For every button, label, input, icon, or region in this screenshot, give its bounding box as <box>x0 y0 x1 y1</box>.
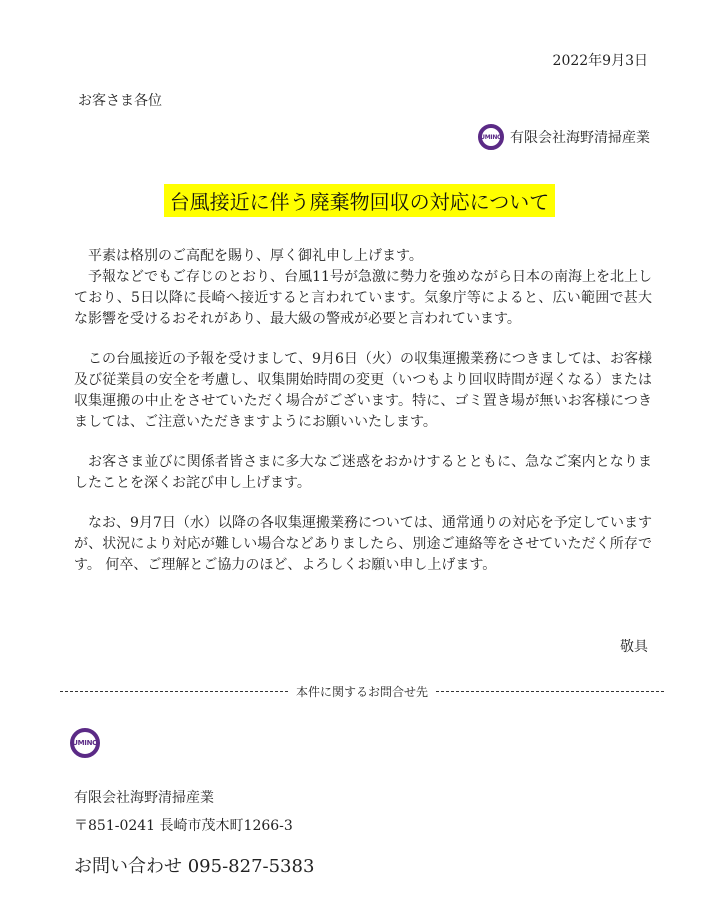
footer-logo <box>70 728 100 758</box>
document-title: 台風接近に伴う廃棄物回収の対応について <box>164 184 556 217</box>
footer-address: 〒851-0241 長崎市茂木町1266-3 <box>74 818 293 834</box>
divider-label: 本件に関するお問合せ先 <box>296 685 429 699</box>
recipient: お客さま各位 <box>78 93 162 109</box>
paragraph: お客さま並びに関係者皆さまに多大なご迷惑をおかけするとともに、急なご案内となりましたことを深くお詫び申し上げます。 <box>74 454 652 491</box>
contact-divider <box>60 683 664 700</box>
paragraph: 予報などでもご存じのとおり、台風11号が急激に勢力を強めながら日本の南海上を北上しており、5日以降に長崎へ接近すると言われています。気象庁等によると、広い範囲で甚大な影響を受けるおそれがあり、最大級の警戒が必要と言われています。 <box>74 269 652 327</box>
footer-company-name: 有限会社海野清掃産業 <box>74 790 214 806</box>
paragraph: なお、9月7日（水）以降の各収集運搬業務については、通常通りの対応を予定していますが、状況により対応が難しい場合などありましたら、別途ご連絡等をさせていただく所存です。 何卒、ご理解とご協力のほど、よろしくお願い申し上げます。 <box>74 515 652 573</box>
paragraph: 平素は格別のご高配を賜り、厚く御礼申し上げます。 <box>88 248 423 264</box>
paragraph: この台風接近の予報を受けまして、9月6日（火）の収集運搬業務につきましては、お客様及び従業員の安全を考慮し、収集開始時間の変更（いつもより回収時間が遅くなる）または収集運搬の中止をさせていただく場合がございます。特に、ゴミ置き場が無いお客様につきましては、ご注意いただきますようにお願いいたします。 <box>74 351 652 430</box>
divider-line-left <box>60 691 288 692</box>
divider-line-right <box>436 691 664 692</box>
title-container <box>0 184 719 217</box>
closing: 敬具 <box>620 639 648 655</box>
logo-text: UMINO <box>72 739 98 747</box>
sender-company-name: 有限会社海野清掃産業 <box>510 130 650 146</box>
footer-contact: お問い合わせ 095-827-5383 <box>74 856 315 877</box>
body-text <box>74 246 652 595</box>
document-date: 2022年9月3日 <box>552 53 648 69</box>
logo-text: UMINO <box>480 133 502 141</box>
sender-block <box>478 124 650 150</box>
company-logo-icon <box>70 728 100 758</box>
company-logo-icon <box>478 124 504 150</box>
